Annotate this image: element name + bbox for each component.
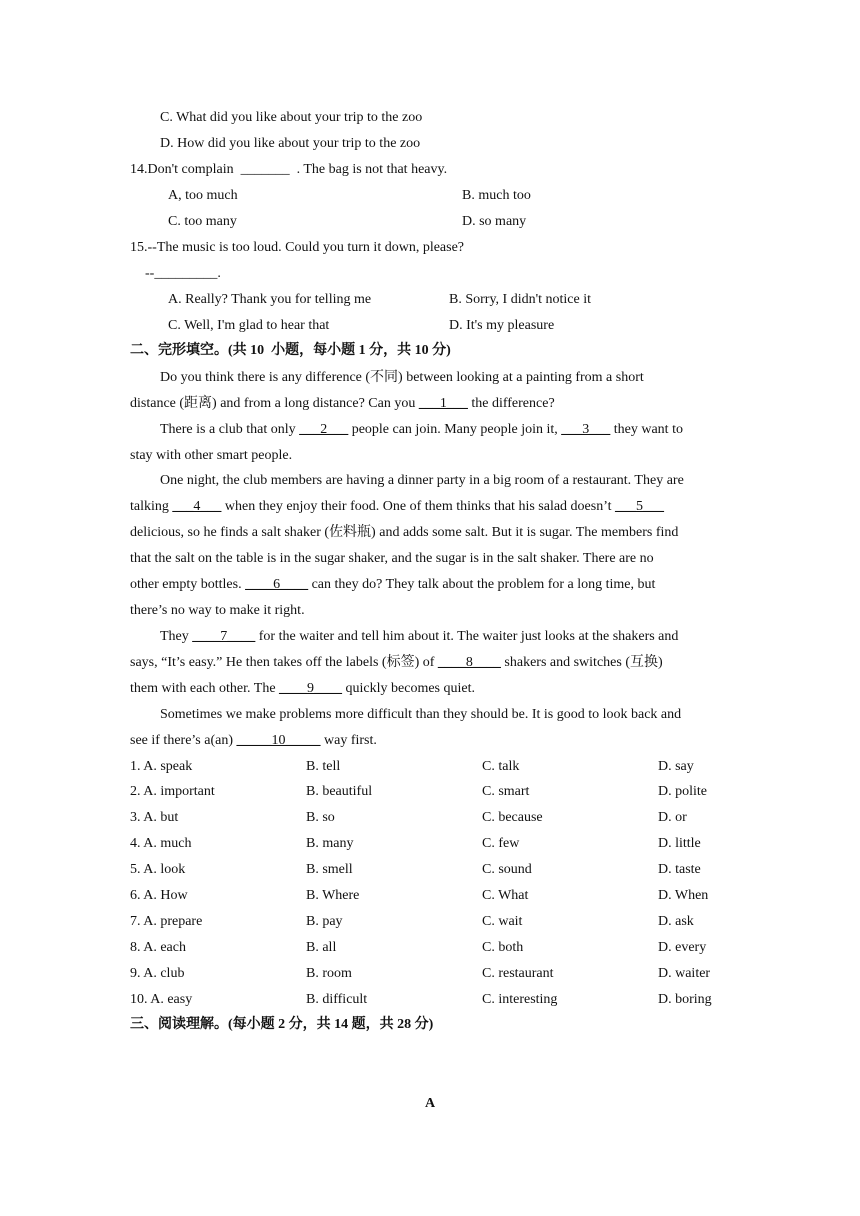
option-9a: 9. A. club xyxy=(130,966,185,981)
q14-option-d: D. so many xyxy=(462,214,527,229)
q14-option-c: C. too many xyxy=(168,214,237,229)
q15-option-d: D. It's my pleasure xyxy=(449,318,555,333)
blank-2: ___2___ xyxy=(299,422,349,437)
option-10d: D. boring xyxy=(658,992,712,1007)
passage-text: for the waiter and tell him about it. The waiter just looks at the shakers and xyxy=(255,629,679,644)
option-9c: C. restaurant xyxy=(482,966,554,981)
blank-10: _____10_____ xyxy=(236,733,321,748)
passage-line: Sometimes we make problems more difficult than they should be. It is good to look back and xyxy=(160,707,682,722)
option-7b: B. pay xyxy=(306,914,343,929)
passage-text: can they do? They talk about the problem for a long time, but xyxy=(308,577,656,592)
option-8d: D. every xyxy=(658,940,707,955)
q14-option-a: A, too much xyxy=(168,188,238,203)
section2-title: 二、完形填空。(共 10 小题，每小题 1 分，共 10 分) xyxy=(130,343,451,358)
blank-4: ___4___ xyxy=(172,499,222,514)
q15-option-c: C. Well, I'm glad to hear that xyxy=(168,318,330,333)
option-3b: B. so xyxy=(306,810,335,825)
option-2c: C. smart xyxy=(482,784,530,799)
passage-line xyxy=(160,421,683,439)
option-4a: 4. A. much xyxy=(130,836,192,851)
option-3a: 3. A. but xyxy=(130,810,179,825)
passage-line xyxy=(130,576,655,594)
option-6d: D. When xyxy=(658,888,709,903)
passage-text: says, “It’s easy.” He then takes off the labels (标签) of xyxy=(130,655,438,670)
passage-text: people can join. Many people join it, xyxy=(348,422,562,437)
option-2b: B. beautiful xyxy=(306,784,373,799)
option-1d: D. say xyxy=(658,759,694,774)
passage-text: shakers and switches (互换) xyxy=(500,655,663,670)
option-2a: 2. A. important xyxy=(130,784,215,799)
passage-text: when they enjoy their food. One of them thinks that his salad doesn’t xyxy=(221,499,616,514)
option-4d: D. little xyxy=(658,836,701,851)
option-6c: C. What xyxy=(482,888,529,903)
blank-1: ___1___ xyxy=(418,396,468,411)
passage-line xyxy=(130,498,664,516)
passage-line: Do you think there is any difference (不同) between looking at a painting from a short xyxy=(160,370,644,385)
option-8b: B. all xyxy=(306,940,337,955)
option-6a: 6. A. How xyxy=(130,888,188,903)
q14-option-b: B. much too xyxy=(462,188,531,203)
option-4c: C. few xyxy=(482,836,520,851)
option-10b: B. difficult xyxy=(306,992,368,1007)
q15-option-b: B. Sorry, I didn't notice it xyxy=(449,292,591,307)
option-6b: B. Where xyxy=(306,888,360,903)
passage-a-label: A xyxy=(424,1096,436,1111)
option-1b: B. tell xyxy=(306,759,341,774)
section3-title: 三、阅读理解。(每小题 2 分，共 14 题，共 28 分) xyxy=(130,1017,434,1032)
passage-line: there’s no way to make it right. xyxy=(130,603,305,618)
passage-text: other empty bottles. xyxy=(130,577,246,592)
passage-text: They xyxy=(160,629,193,644)
passage-text: talking xyxy=(130,499,173,514)
blank-5: ___5___ xyxy=(615,499,665,514)
passage-text: the difference? xyxy=(467,396,555,411)
option-1a: 1. A. speak xyxy=(130,759,193,774)
option-5a: 5. A. look xyxy=(130,862,186,877)
option-8a: 8. A. each xyxy=(130,940,186,955)
passage-text: way first. xyxy=(320,733,377,748)
blank-8: ____8____ xyxy=(437,655,501,670)
blank-6: ____6____ xyxy=(245,577,309,592)
passage-line xyxy=(130,395,555,413)
passage-line xyxy=(130,654,663,672)
option-8c: C. both xyxy=(482,940,524,955)
passage-line: stay with other smart people. xyxy=(130,448,293,463)
option-3d: D. or xyxy=(658,810,687,825)
option-5c: C. sound xyxy=(482,862,532,877)
option-4b: B. many xyxy=(306,836,354,851)
passage-text: There is a club that only xyxy=(160,422,300,437)
option-7a: 7. A. prepare xyxy=(130,914,203,929)
q15-stem: 15.--The music is too loud. Could you turn it down, please? xyxy=(130,240,465,255)
passage-line: that the salt on the table is in the sugar shaker, and the sugar is in the salt shaker. There are no xyxy=(130,551,654,566)
passage-line xyxy=(130,732,377,750)
option-9b: B. room xyxy=(306,966,352,981)
passage-text: them with each other. The xyxy=(130,681,280,696)
blank-3: ___3___ xyxy=(561,422,611,437)
option-7d: D. ask xyxy=(658,914,694,929)
passage-line: delicious, so he finds a salt shaker (佐料瓶) and adds some salt. But it is sugar. The members find xyxy=(130,525,679,540)
passage-text: distance (距离) and from a long distance? Can you xyxy=(130,396,419,411)
option-7c: C. wait xyxy=(482,914,523,929)
q13-option-c: C. What did you like about your trip to the zoo xyxy=(160,110,423,125)
q15-option-a: A. Really? Thank you for telling me xyxy=(168,292,372,307)
passage-line xyxy=(130,680,475,698)
blank-7: ____7____ xyxy=(192,629,256,644)
q14-stem: 14.Don't complain _______ . The bag is not that heavy. xyxy=(130,162,448,177)
option-2d: D. polite xyxy=(658,784,707,799)
passage-text: quickly becomes quiet. xyxy=(342,681,475,696)
passage-line: One night, the club members are having a dinner party in a big room of a restaurant. They are xyxy=(160,473,684,488)
option-10a: 10. A. easy xyxy=(130,992,193,1007)
q13-option-d: D. How did you like about your trip to the zoo xyxy=(160,136,421,151)
passage-line xyxy=(160,628,678,646)
passage-text: see if there’s a(an) xyxy=(130,733,237,748)
option-5b: B. smell xyxy=(306,862,353,877)
passage-text: they want to xyxy=(610,422,683,437)
option-9d: D. waiter xyxy=(658,966,711,981)
q15-answer-blank: --_________. xyxy=(145,266,221,281)
option-1c: C. talk xyxy=(482,759,520,774)
blank-9: ____9____ xyxy=(279,681,343,696)
option-3c: C. because xyxy=(482,810,543,825)
option-5d: D. taste xyxy=(658,862,701,877)
option-10c: C. interesting xyxy=(482,992,558,1007)
